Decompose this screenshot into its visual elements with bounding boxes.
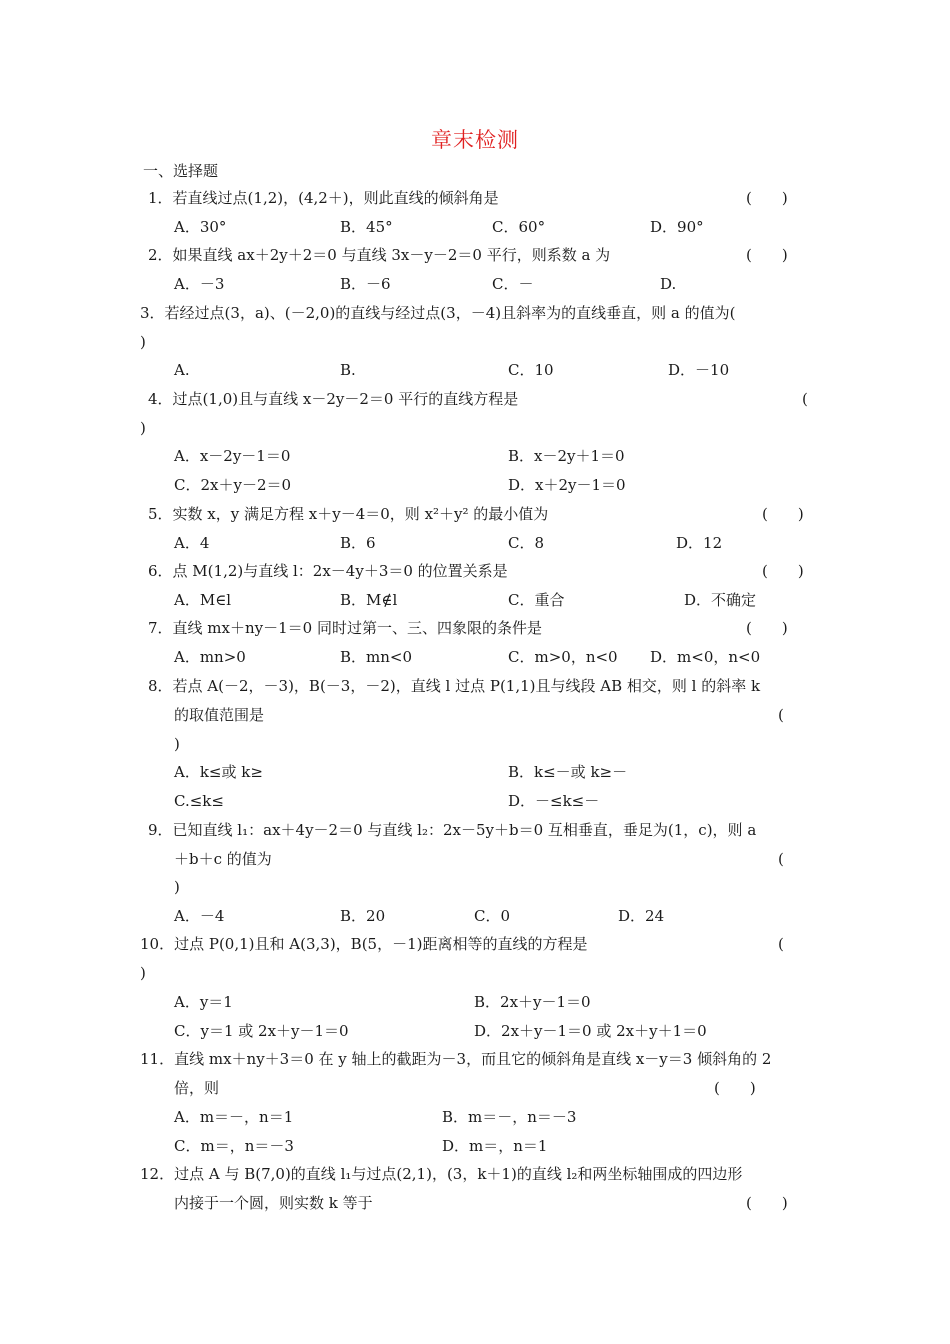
question-2-option-b: B．－6 (340, 275, 391, 293)
question-12-answer-blank: ( ) (746, 1194, 788, 1212)
question-8-option-c: C.≤k≤ (174, 792, 224, 810)
question-9-text-cont: ＋b＋c 的值为 (174, 850, 272, 868)
question-10-option-a: A．y＝1 (174, 993, 233, 1011)
question-1-option-c: C．60° (492, 218, 546, 236)
question-1-option-d: D．90° (650, 218, 704, 236)
question-10-option-b: B．2x＋y－1＝0 (474, 993, 591, 1011)
question-2-option-c: C．－ (492, 275, 534, 293)
section-heading: 一、选择题 (143, 162, 219, 180)
question-11-answer-blank: ( ) (714, 1079, 756, 1097)
question-8-option-a: A．k≤或 k≥ (174, 763, 263, 781)
question-2-answer-blank: ( ) (746, 246, 788, 264)
question-11-option-d: D．m＝，n＝1 (442, 1137, 548, 1155)
question-7-answer-blank: ( ) (746, 619, 788, 637)
question-6-option-b: B．M∉l (340, 591, 398, 609)
question-1-text: 1．若直线过点(1,2)，(4,2＋)，则此直线的倾斜角是 (148, 189, 499, 207)
question-10-answer-blank: ( (778, 935, 784, 953)
question-6-option-d: D．不确定 (684, 591, 757, 609)
question-7-option-c: C．m>0，n<0 (508, 648, 618, 666)
question-5-option-c: C．8 (508, 534, 545, 552)
question-3-option-d: D．－10 (668, 361, 730, 379)
question-1-option-a: A．30° (174, 218, 227, 236)
question-8-answer-blank: ( (778, 706, 784, 724)
question-12-text: 12．过点 A 与 B(7,0)的直线 l₁与过点(2,1)，(3，k＋1)的直线 l₂和两坐标轴围成的四边形 (140, 1165, 743, 1183)
question-1-option-b: B．45° (340, 218, 393, 236)
question-2-text: 2．如果直线 ax＋2y＋2＝0 与直线 3x－y－2＝0 平行，则系数 a 为 (148, 246, 611, 264)
question-8-option-b: B．k≤－或 k≥－ (508, 763, 628, 781)
question-9-text-cont-2: ) (174, 878, 180, 896)
page-title: 章末检测 (431, 128, 519, 152)
question-7-option-a: A．mn>0 (174, 648, 246, 666)
question-10-text: 10．过点 P(0,1)且和 A(3,3)，B(5，－1)距离相等的直线的方程是 (140, 935, 588, 953)
question-5-text: 5．实数 x，y 满足方程 x＋y－4＝0，则 x²＋y² 的最小值为 (148, 505, 549, 523)
question-7-option-b: B．mn<0 (340, 648, 413, 666)
question-3-option-a: A. (174, 361, 190, 379)
question-9-option-a: A．－4 (174, 907, 225, 925)
question-11-option-a: A．m＝－，n＝1 (174, 1108, 294, 1126)
question-5-answer-blank: ( ) (762, 505, 804, 523)
question-8-text-cont: 的取值范围是 (174, 706, 265, 724)
question-9-option-b: B．20 (340, 907, 386, 925)
question-4-option-b: B．x－2y＋1＝0 (508, 447, 625, 465)
question-9-answer-blank: ( (778, 850, 784, 868)
question-9-option-d: D．24 (618, 907, 665, 925)
question-3-option-b: B. (340, 361, 356, 379)
question-11-option-c: C．m＝，n＝－3 (174, 1137, 294, 1155)
question-4-option-d: D．x＋2y－1＝0 (508, 476, 626, 494)
question-11-text-cont: 倍，则 (174, 1079, 220, 1097)
question-9-text: 9．已知直线 l₁：ax＋4y－2＝0 与直线 l₂：2x－5y＋b＝0 互相垂直，垂足为(1，c)，则 a (148, 821, 757, 839)
question-3-text: 3．若经过点(3，a)、(－2,0)的直线与经过点(3，－4)且斜率为的直线垂直，则 a 的值为( (140, 304, 736, 322)
question-8-option-d: D．－≤k≤－ (508, 792, 600, 810)
question-4-text: 4．过点(1,0)且与直线 x－2y－2＝0 平行的直线方程是 (148, 390, 519, 408)
question-11-option-b: B．m＝－，n＝－3 (442, 1108, 577, 1126)
question-4-answer-blank: ( (802, 390, 808, 408)
question-10-option-c: C．y＝1 或 2x＋y－1＝0 (174, 1022, 349, 1040)
question-2-option-a: A．－3 (174, 275, 225, 293)
question-5-option-d: D．12 (676, 534, 723, 552)
question-4-text-cont: ) (140, 419, 146, 437)
question-5-option-a: A．4 (174, 534, 210, 552)
question-8-text: 8．若点 A(－2，－3)，B(－3，－2)，直线 l 过点 P(1,1)且与线段 AB 相交，则 l 的斜率 k (148, 677, 761, 695)
question-9-option-c: C．0 (474, 907, 511, 925)
question-6-option-a: A．M∈l (174, 591, 232, 609)
question-5-option-b: B．6 (340, 534, 376, 552)
question-6-option-c: C．重合 (508, 591, 565, 609)
question-7-option-d: D．m<0，n<0 (650, 648, 761, 666)
question-11-text: 11．直线 mx＋ny＋3＝0 在 y 轴上的截距为－3，而且它的倾斜角是直线 x－y＝3 倾斜角的 2 (140, 1050, 772, 1068)
question-4-option-a: A．x－2y－1＝0 (174, 447, 291, 465)
question-3-text-cont: ) (140, 333, 146, 351)
question-8-text-cont-2: ) (174, 735, 180, 753)
question-6-answer-blank: ( ) (762, 562, 804, 580)
question-7-text: 7．直线 mx＋ny－1＝0 同时过第一、三、四象限的条件是 (148, 619, 542, 637)
question-10-option-d: D．2x＋y－1＝0 或 2x＋y＋1＝0 (474, 1022, 707, 1040)
question-10-text-cont: ) (140, 964, 146, 982)
question-12-text-cont: 内接于一个圆，则实数 k 等于 (174, 1194, 373, 1212)
question-2-option-d: D. (660, 275, 677, 293)
question-6-text: 6．点 M(1,2)与直线 l：2x－4y＋3＝0 的位置关系是 (148, 562, 508, 580)
question-3-option-c: C．10 (508, 361, 554, 379)
question-1-answer-blank: ( ) (746, 189, 788, 207)
question-4-option-c: C．2x＋y－2＝0 (174, 476, 292, 494)
